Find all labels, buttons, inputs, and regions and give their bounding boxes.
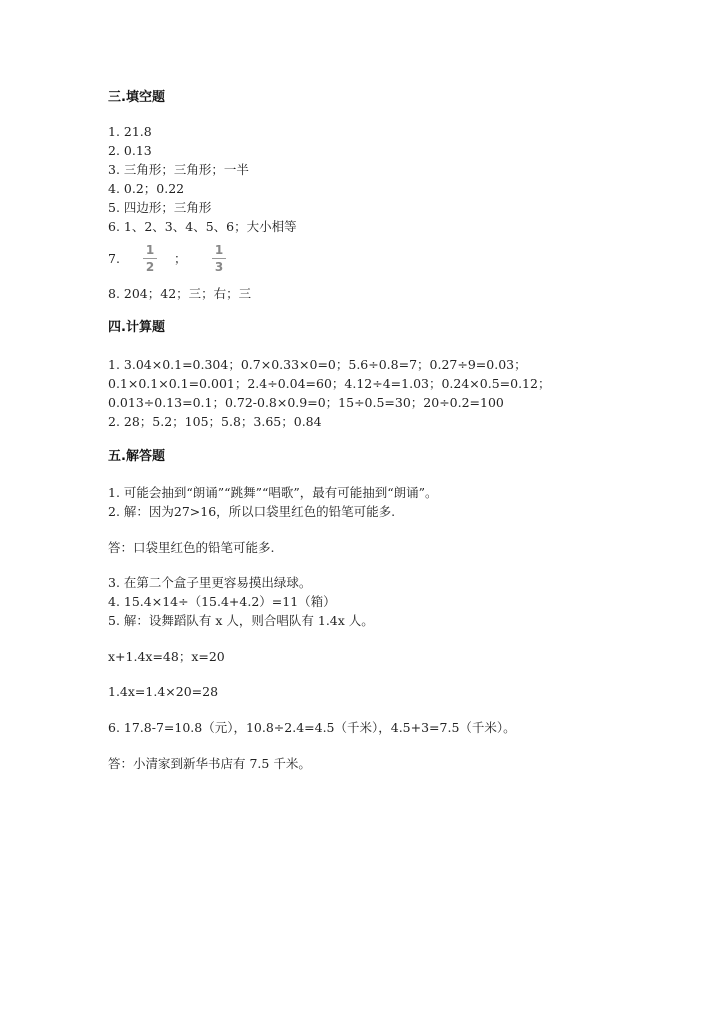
word-answer-6: 6. 17.8-7=10.8（元），10.8÷2.4=4.5（千米），4.5+3=7.5（千米）。 [108,720,516,735]
word-answer-2: 2. 解：因为27>16，所以口袋里红色的铅笔可能多. [108,504,396,519]
calc-answer-line-3: 0.013÷0.13=0.1；0.72-0.8×0.9=0；15÷0.5=30；20÷0.2=100 [108,395,504,410]
section-title-word-problems: 五.解答题 [108,449,165,464]
word-answer-1: 1. 可能会抽到“朗诵”“跳舞”“唱歌”，最有可能抽到“朗诵”。 [108,485,438,500]
word-answer-5: 5. 解：设舞蹈队有 x 人，则合唱队有 1.4x 人。 [108,613,374,628]
fill-answer-2: 2. 0.13 [108,143,152,158]
fill-answer-5: 5. 四边形；三角形 [108,200,212,215]
section-title-fill-in: 三.填空题 [108,90,165,105]
fill-answer-4: 4. 0.2；0.22 [108,181,185,196]
word-answer-5-equation: x+1.4x=48；x=20 [108,649,225,664]
word-answer-4: 4. 15.4×14÷（15.4+4.2）=11（箱） [108,594,336,609]
fraction-bar [212,258,226,259]
fill-answer-8: 8. 204；42；三；右；三 [108,286,252,301]
section-title-calculation: 四.计算题 [108,320,165,335]
fraction-denominator: 3 [214,260,224,274]
calc-answer-line-2: 0.1×0.1×0.1=0.001；2.4÷0.04=60；4.12÷4=1.03；0.24×0.5=0.12； [108,376,551,391]
fill-answer-7-label: 7. [108,251,120,266]
calc-answer-line-1: 1. 3.04×0.1=0.304；0.7×0.33×0=0；5.6÷0.8=7；0.27÷9=0.03； [108,357,527,372]
word-answer-3: 3. 在第二个盒子里更容易摸出绿球。 [108,575,312,590]
fill-answer-1: 1. 21.8 [108,124,152,139]
word-answer-5-result: 1.4x=1.4×20=28 [108,684,219,699]
word-answer-6-conclusion: 答：小清家到新华书店有 7.5 千米。 [108,756,311,771]
fill-answer-7-separator: ； [174,251,187,266]
calc-answer-line-4: 2. 28；5.2；105；5.8；3.65；0.84 [108,414,322,429]
fraction-numerator: 1 [145,243,155,257]
fraction-bar [143,258,157,259]
fraction-denominator: 2 [145,260,155,274]
fill-answer-3: 3. 三角形；三角形；一半 [108,162,249,177]
word-answer-2-conclusion: 答：口袋里红色的铅笔可能多. [108,540,275,555]
fraction-one-half [143,243,157,274]
fill-answer-6: 6. 1、2、3、4、5、6；大小相等 [108,219,297,234]
fraction-numerator: 1 [214,243,224,257]
fraction-one-third [212,243,226,274]
